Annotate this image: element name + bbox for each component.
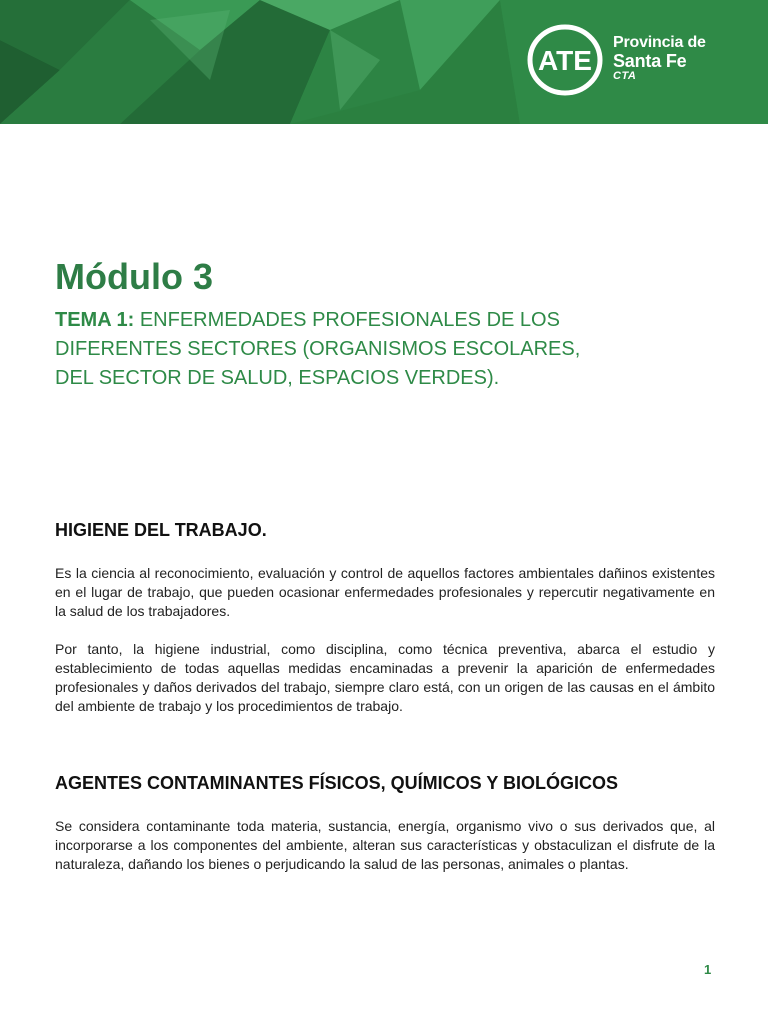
paragraph-agentes-1: Se considera contaminante toda materia, sustancia, energía, organismo vivo o sus derivados que, al incorporarse a los componentes del ambiente, alteran sus características y obstaculizan el disfrute de la naturaleza, dañando los bienes o perjudicando la salud de las personas, animales o plantas. [55,818,715,872]
topic-label: TEMA 1: [55,309,135,331]
brand-line-2: Santa Fe [613,51,687,71]
logo-text: ATE [538,45,592,76]
topic-line-1-text: ENFERMEDADES PROFESIONALES DE LOS [139,309,560,331]
ate-logo-icon [527,24,603,96]
topic-line-2: DIFERENTES SECTORES (ORGANISMOS ESCOLARES, [55,338,581,360]
page-header [0,0,768,124]
topic-line-3: DEL SECTOR DE SALUD, ESPACIOS VERDES). [55,367,500,389]
paragraph-higiene-2: Por tanto, la higiene industrial, como disciplina, como técnica preventiva, abarca el estudio y establecimiento de todas aquellas medidas encaminadas a prevenir la aparición de enfermedades profesionales y daños derivados del trabajo, siempre claro está, con un origen de las causas en el ámbito del ambiente de trabajo y los procedimientos de trabajo. [55,641,715,714]
brand-text [613,34,706,82]
paragraph-higiene-1: Es la ciencia al reconocimiento, evaluación y control de aquellos factores ambientales dañinos existentes en el lugar de trabajo, que pueden ocasionar enfermedades profesionales y repercutir negativamente en la salud de los trabajadores. [55,565,715,619]
section-heading-agentes: AGENTES CONTAMINANTES FÍSICOS, QUÍMICOS Y BIOLÓGICOS [55,773,619,793]
brand-line-3: CTA [613,70,637,82]
topic-title [55,306,695,393]
page-number: 1 [704,962,712,977]
brand-line-1: Provincia de [613,34,706,51]
module-title: Módulo 3 [55,256,213,297]
topic-line-1 [55,306,695,335]
section-heading-higiene: HIGIENE DEL TRABAJO. [55,520,267,540]
